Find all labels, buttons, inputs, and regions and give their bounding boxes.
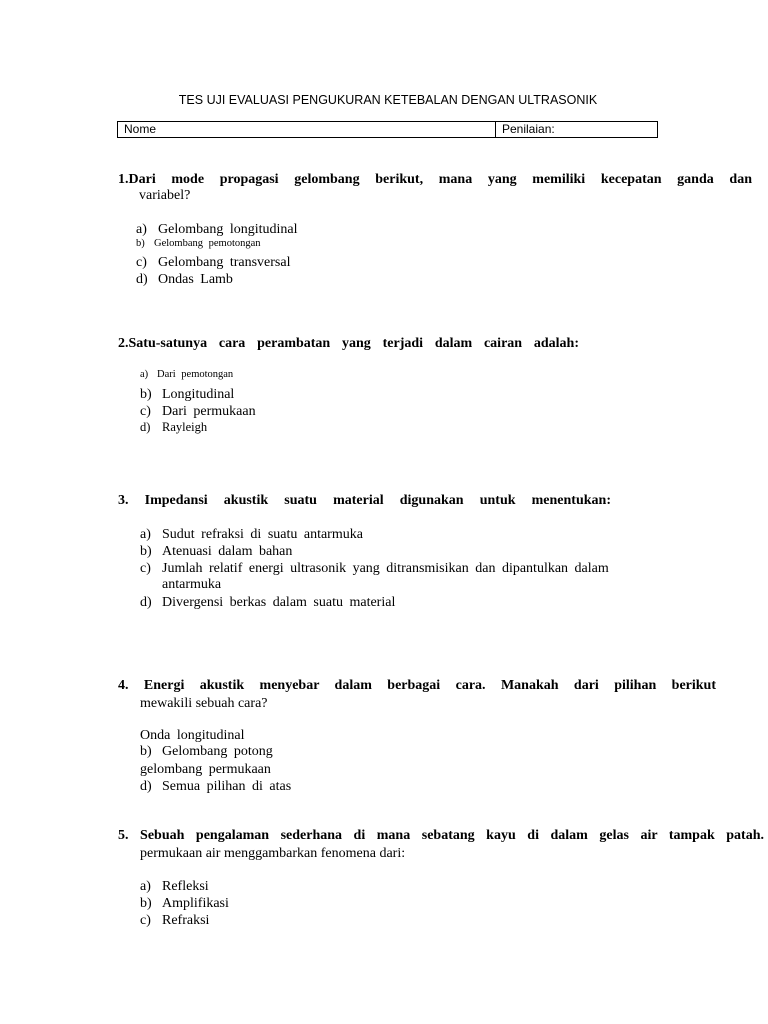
option-text: Rayleigh xyxy=(162,420,208,434)
question-2-text: 2.Satu-satunya cara perambatan yang terjadi dalam cairan adalah: xyxy=(118,336,579,351)
option-text: Gelombang potong xyxy=(162,744,273,759)
option-letter: b) xyxy=(140,744,152,759)
question-3-option-b[interactable] xyxy=(140,544,292,560)
option-letter: c) xyxy=(136,255,147,270)
option-letter: c) xyxy=(140,404,151,419)
question-5-text: 5. Sebuah pengalaman sederhana di mana sebatang kayu di dalam gelas air tampak patah. xyxy=(118,828,764,843)
option-letter: a) xyxy=(140,527,151,542)
question-3-option-d[interactable] xyxy=(140,595,395,611)
option-text: Atenuasi dalam bahan xyxy=(162,544,293,559)
question-3-option-a[interactable] xyxy=(140,527,363,543)
option-text: gelombang permukaan xyxy=(140,762,271,777)
question-1-text: 1.Dari mode propagasi gelombang berikut, mana yang memiliki kecepatan ganda dan xyxy=(118,172,752,187)
question-5-text-cont: permukaan air menggambarkan fenomena dari: xyxy=(140,846,406,861)
option-text: Onda longitudinal xyxy=(140,728,245,743)
question-4-option-b[interactable] xyxy=(140,744,273,760)
option-text: Amplifikasi xyxy=(162,896,229,911)
question-1-option-d[interactable] xyxy=(136,272,233,288)
option-letter: d) xyxy=(140,420,151,434)
question-1-option-c[interactable] xyxy=(136,255,290,271)
option-text: Sudut refraksi di suatu antarmuka xyxy=(162,527,363,542)
option-letter: c) xyxy=(140,561,151,576)
question-5-option-c[interactable] xyxy=(140,913,209,929)
question-1-option-a[interactable] xyxy=(136,222,297,238)
option-text: Gelombang transversal xyxy=(158,255,291,270)
question-2-option-a[interactable] xyxy=(140,369,233,380)
option-letter: b) xyxy=(140,387,152,402)
option-text: Longitudinal xyxy=(162,387,235,402)
student-info-table xyxy=(117,121,658,138)
question-2-option-c[interactable] xyxy=(140,404,256,420)
question-1-text-cont: variabel? xyxy=(139,188,191,203)
option-letter: c) xyxy=(140,913,151,928)
option-letter: d) xyxy=(140,595,152,610)
option-letter: a) xyxy=(140,369,149,380)
question-2-option-b[interactable] xyxy=(140,387,234,403)
question-4-text-cont: mewakili sebuah cara? xyxy=(140,696,268,711)
question-5-option-b[interactable] xyxy=(140,896,229,912)
question-4-option-a[interactable] xyxy=(140,728,245,744)
question-3-text: 3. Impedansi akustik suatu material digunakan untuk menentukan: xyxy=(118,493,611,508)
option-text: Gelombang longitudinal xyxy=(158,222,298,237)
option-letter: b) xyxy=(140,544,152,559)
question-4-option-d[interactable] xyxy=(140,779,291,795)
option-text: Jumlah relatif energi ultrasonik yang ditransmisikan dan dipantulkan dalam xyxy=(162,561,609,576)
option-text: Dari pemotongan xyxy=(157,369,234,380)
question-5-option-a[interactable] xyxy=(140,879,209,895)
option-text: Dari permukaan xyxy=(162,404,256,419)
option-text: Refraksi xyxy=(162,913,210,928)
option-text: Refleksi xyxy=(162,879,209,894)
option-letter: b) xyxy=(136,238,145,249)
option-letter: a) xyxy=(140,879,151,894)
page-title: TES UJI EVALUASI PENGUKURAN KETEBALAN DENGAN ULTRASONIK xyxy=(178,93,598,107)
option-letter: b) xyxy=(140,896,152,911)
option-text: Ondas Lamb xyxy=(158,272,233,287)
question-2-option-d[interactable] xyxy=(140,420,207,435)
question-4-text: 4. Energi akustik menyebar dalam berbagai cara. Manakah dari pilihan berikut xyxy=(118,678,716,693)
option-letter: d) xyxy=(136,272,148,287)
question-1-option-b[interactable] xyxy=(136,238,261,249)
question-4-option-c[interactable] xyxy=(140,762,271,778)
option-letter: a) xyxy=(136,222,147,237)
option-text: Gelombang pemotongan xyxy=(154,238,261,249)
question-3-option-c[interactable] xyxy=(140,561,609,577)
option-text: Semua pilihan di atas xyxy=(162,779,292,794)
option-text: Divergensi berkas dalam suatu material xyxy=(162,595,396,610)
option-letter: d) xyxy=(140,779,152,794)
score-field-label: Penilaian: xyxy=(502,122,555,136)
name-field-label: Nome xyxy=(118,122,496,137)
question-3-option-c-cont: antarmuka xyxy=(162,577,222,592)
